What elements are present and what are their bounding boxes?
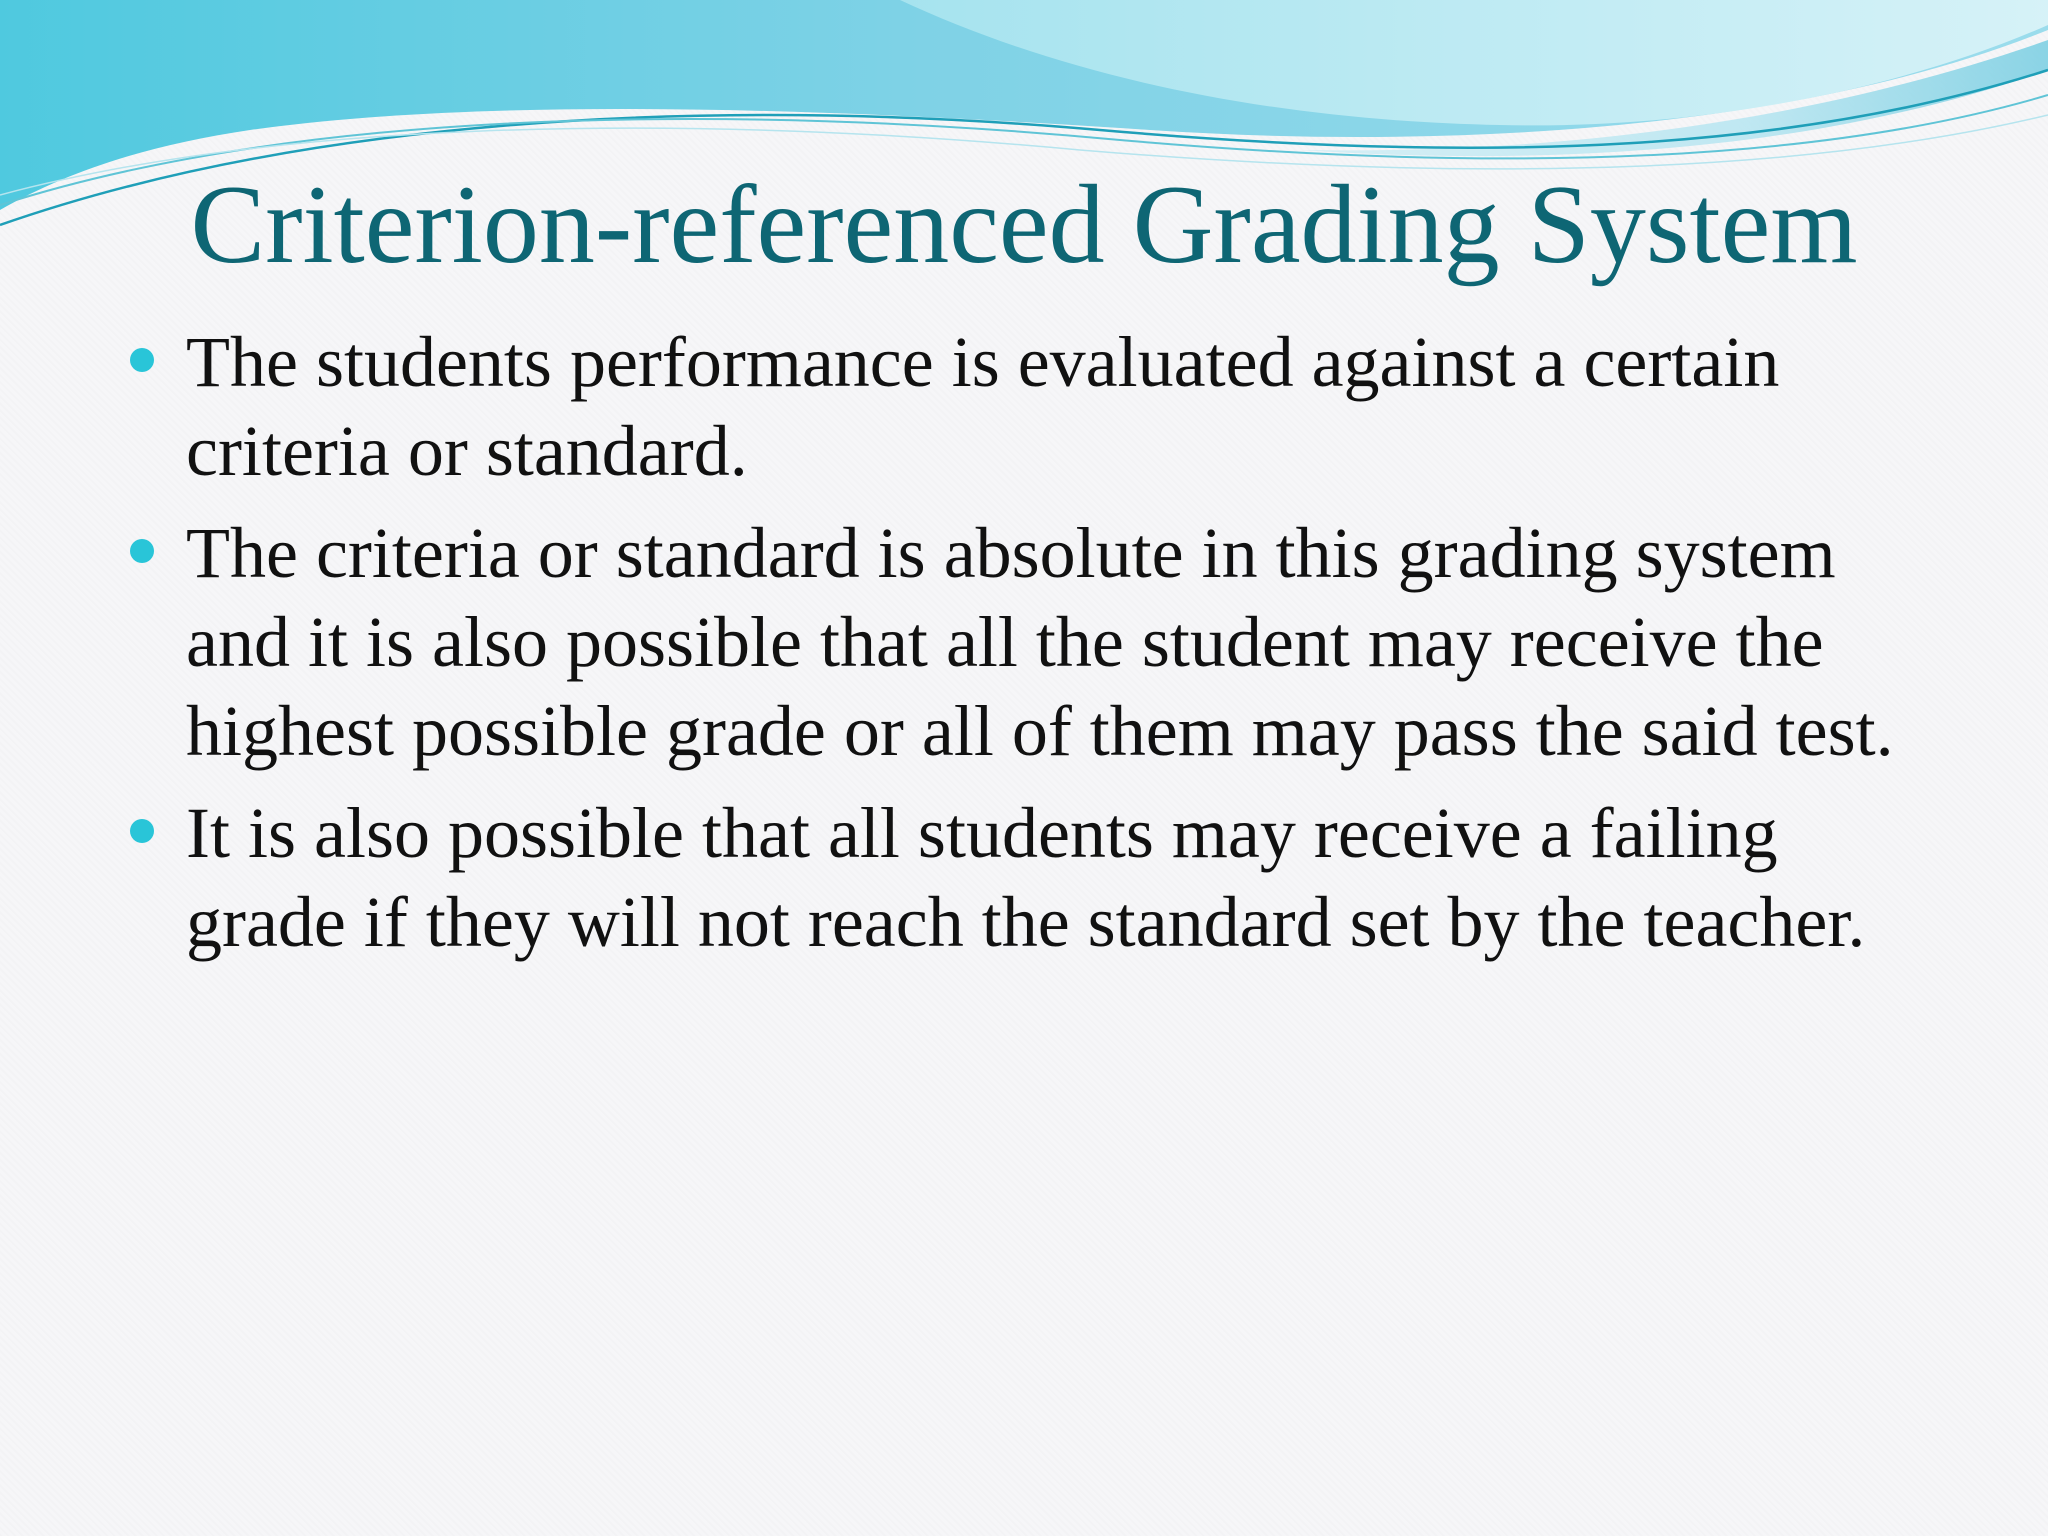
bullet-dot-icon (130, 819, 154, 843)
bullet-item (130, 789, 1930, 967)
bullet-list (130, 318, 1930, 980)
bullet-text: The criteria or standard is absolute in this grading system and it is also possible that all the student may receive the highest possible grade or all of them may pass the said test. (186, 513, 1894, 771)
bullet-item (130, 509, 1930, 776)
bullet-item (130, 318, 1930, 496)
slide-title: Criterion-referenced Grading System (190, 163, 1858, 287)
bullet-dot-icon (130, 539, 154, 563)
bullet-text: It is also possible that all students may receive a failing grade if they will not reach the standard set by the teacher. (186, 793, 1866, 962)
bullet-dot-icon (130, 348, 154, 372)
bullet-text: The students performance is evaluated against a certain criteria or standard. (186, 322, 1780, 491)
